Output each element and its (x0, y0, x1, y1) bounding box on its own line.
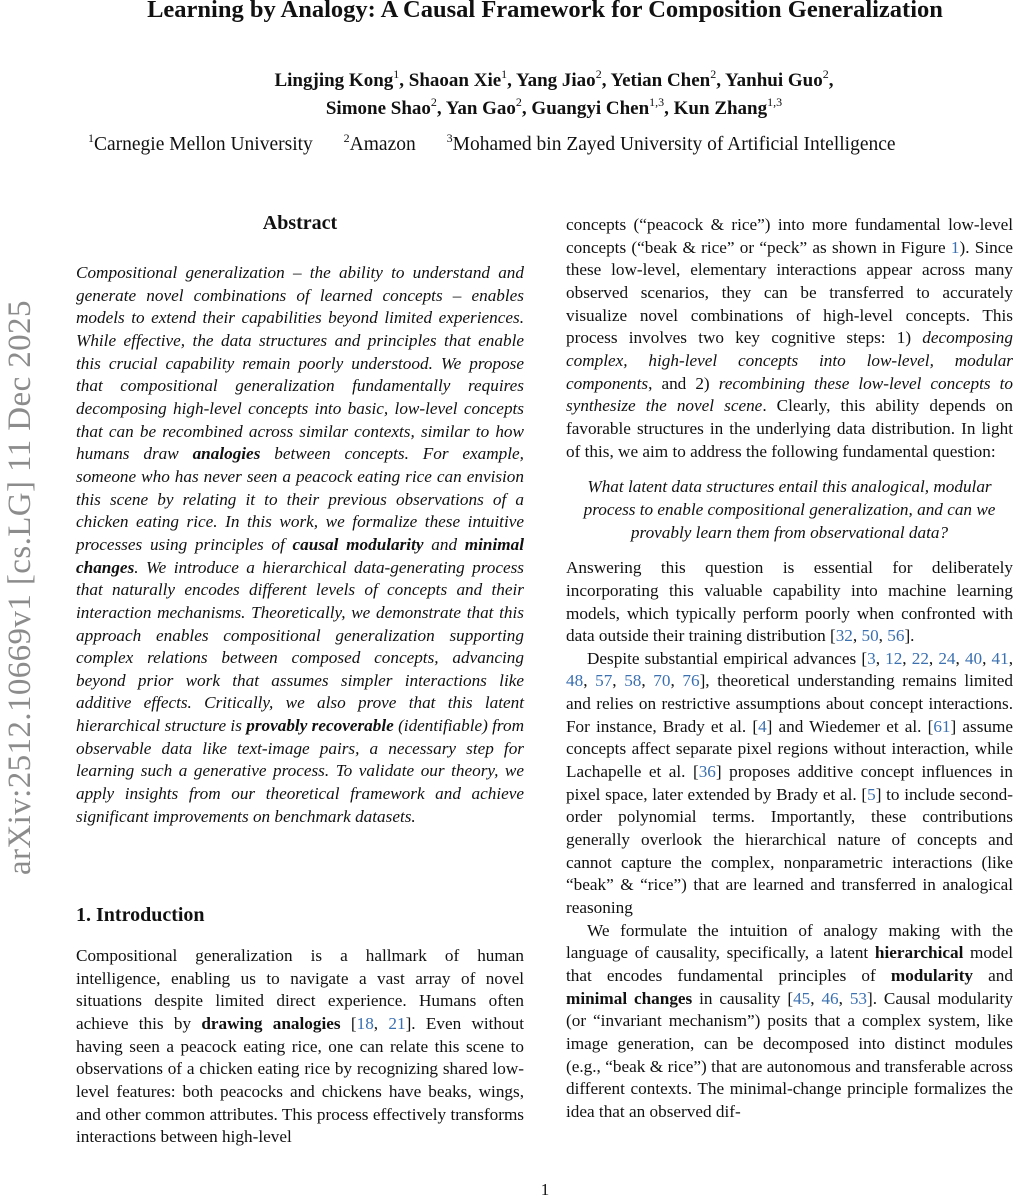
author-sep: , (601, 70, 611, 91)
body-text: . Clearly, this ability depends on favorable structures in the underlying data distribution. In light of this, we aim to address the following fundamental question: (566, 396, 1014, 461)
affil-sup: 1 (88, 131, 94, 145)
affiliation: Mohamed bin Zayed University of Artificial Intelligence (452, 134, 896, 155)
body-text: ]. Causal modularity (or “invariant mechanism”) posits that a complex system, like image generation, can be decomposed into distinct modules (e.g., “beak & rice”) that are autonomous and transferable across different contexts. The minimal-change principle formalizes the idea that an observed dif- (566, 988, 1013, 1121)
citation-link[interactable]: 3 (867, 648, 876, 668)
body-text: ]. (904, 626, 915, 646)
abstract-text: and (423, 534, 465, 554)
abstract-text: between concepts. For example, someone who has never seen a peacock eating rice can envision this scene by relating it to their previous observations of a chicken eating rice. In this work, we formalize these intuitive processes using principles of (76, 444, 524, 554)
citation-link[interactable]: 24 (938, 648, 956, 668)
author: Guangyi Chen (531, 98, 650, 119)
author: Shaoan Xie (408, 70, 502, 91)
citation-link[interactable]: 58 (624, 671, 642, 691)
body-text: Despite substantial empirical advances [ (587, 648, 868, 668)
author-line-2 (0, 95, 1014, 120)
citation-link[interactable]: 50 (861, 626, 879, 646)
abstract-emphasis: provably recoverable (246, 716, 394, 736)
citation-link[interactable]: 18 (356, 1013, 374, 1033)
body-text: , (373, 1013, 389, 1033)
bold-term: drawing analogies (201, 1013, 341, 1033)
arxiv-stamp: arXiv:2512.10669v1 [cs.LG] 11 Dec 2025 (2, 300, 38, 875)
author-sep: , (716, 70, 726, 91)
affiliations (88, 131, 896, 156)
author-line-1 (0, 67, 1014, 92)
author-sep: , (399, 70, 409, 91)
page-number: 1 (540, 1180, 550, 1199)
author-affil-sup: 2 (710, 67, 717, 81)
citation-link[interactable]: 48 (566, 671, 584, 691)
citation-link[interactable]: 21 (388, 1013, 406, 1033)
body-text: Answering this question is essential for deliberately incorporating this valuable capability into machine learning models, which typically perform poorly when confronted with data outside their training distribution [ (566, 558, 1013, 646)
citation-link[interactable]: 4 (758, 716, 767, 736)
author-affil-sup: 2 (515, 95, 522, 109)
author-sep: , (664, 98, 674, 119)
citation-link[interactable]: 40 (964, 648, 983, 668)
intro-body (76, 945, 524, 1149)
author-affil-sup: 1 (501, 67, 508, 81)
body-text: Compositional generalization is a hallmark of human intelligence, enabling us to navigate a vast array of novel situations despite limited direct experience. Humans often achieve this by (76, 946, 524, 1033)
body-text: concepts (“peacock & rice”) into more fundamental low-level concepts (“beak & rice” or “peck” as shown in Figure (566, 215, 1013, 257)
paper-title: Learning by Analogy: A Causal Framework for Composition Generalization (147, 0, 943, 23)
body-text: [ (340, 1013, 357, 1033)
citation-link[interactable]: 70 (653, 671, 671, 691)
affiliation: Carnegie Mellon University (94, 134, 313, 155)
author: Yetian Chen (610, 70, 711, 91)
body-text: We formulate the intuition of analogy making with the language of causality, specifically, a latent (566, 920, 1013, 963)
author: Yan Gao (445, 98, 516, 119)
body-text: model that encodes fundamental principles of (566, 943, 1013, 985)
citation-link[interactable]: 53 (849, 988, 868, 1008)
abstract-text: Compositional generalization – the ability to understand and generate novel combinations of learned concepts – enables models to extend their capabilities beyond limited experiences. While effective, the data structures and principles that enable this crucial capability remain poorly understood. We propose that compositional generalization fundamentally requires decomposing high-level concepts into basic, low-level concepts that can be recombined across similar contexts, similar to how humans draw (76, 263, 524, 464)
author-affil-sup: 1,3 (767, 95, 783, 109)
body-text: and (973, 966, 1013, 985)
author-affil-sup: 2 (595, 67, 602, 81)
citation-link[interactable]: 36 (698, 762, 716, 782)
citation-link[interactable]: 32 (835, 626, 853, 646)
body-text: , and 2) (648, 373, 719, 393)
abstract-emphasis: minimal changes (76, 534, 524, 577)
author-affil-sup: 1 (393, 67, 400, 81)
section-heading-introduction: 1. Introduction (76, 904, 205, 926)
body-text: ]. Even without having seen a peacock eating rice, one can relate this scene to observations of a chicken eating rice by recognizing shared low-level features: both peacocks and chickens have beaks, wings, and other common attributes. This process effectively transforms interactions between high-level (76, 1013, 524, 1147)
author: Simone Shao (325, 98, 431, 119)
body-text: in causality [ (692, 988, 794, 1008)
affiliation: Amazon (349, 134, 416, 155)
author-affil-sup: 2 (430, 95, 437, 109)
affil-sup: 2 (343, 131, 350, 145)
citation-link[interactable]: 61 (933, 716, 951, 736)
body-text: ], theoretical understanding remains limited and relies on restrictive assumptions about concept interactions. For instance, Brady et al. [ (566, 671, 1014, 736)
author-sep: , (507, 70, 516, 91)
author-affil-sup: 2 (822, 67, 829, 81)
italic-text: decomposing complex, high-level concepts into low-level, modular components (566, 328, 1013, 393)
bold-term: hierarchical (874, 943, 964, 963)
author-sep: , (828, 70, 834, 91)
abstract-body (76, 262, 524, 828)
author-affil-sup: 1,3 (649, 95, 665, 109)
author-sep: , (436, 98, 446, 119)
citation-link[interactable]: 41 (991, 648, 1009, 668)
author: Kun Zhang (673, 98, 768, 119)
author: Yang Jiao (515, 70, 596, 91)
author: Lingjing Kong (274, 70, 394, 91)
abstract-emphasis: causal modularity (292, 534, 424, 554)
research-question: What latent data structures entail this analogical, modular process to enable compositional generalization, and can we provably learn them from observational data? (583, 477, 996, 542)
citation-link[interactable]: 76 (682, 671, 700, 691)
italic-text: recombining these low-level concepts to synthesize the novel scene (566, 373, 1013, 416)
figure-link[interactable]: 1 (950, 237, 960, 257)
citation-link[interactable]: 45 (793, 988, 811, 1008)
bold-term: modularity (890, 966, 974, 985)
citation-link[interactable]: 22 (911, 648, 929, 668)
abstract-heading: Abstract (262, 212, 338, 234)
bold-term: minimal changes (566, 988, 693, 1008)
abstract-text: . We introduce a hierarchical data-generating process that naturally encodes different levels of concepts and their interaction mechanisms. Theoretically, we demonstrate that this approach enables compositional generalization supporting complex relations between composed concepts, advancing beyond prior work that assumes simpler interactions like additive effects. Critically, we also prove that this latent hierarchical structure is (76, 557, 524, 736)
body-text: ). Since these low-level, elementary interactions appear across many observed scenarios, they can be transferred to accurately visualize novel combinations of high-level concepts. This process involves two key cognitive steps: 1) (566, 237, 1013, 348)
citation-link[interactable]: 5 (867, 784, 876, 804)
citation-link[interactable]: 56 (887, 626, 905, 646)
body-text: ] proposes additive concept influences in pixel space, later extended by Brady et al. [ (566, 762, 1013, 804)
body-text: ] to include second-order polynomial terms. Importantly, these contributions generally overlook the hierarchical nature of concepts and cannot capture the complex, nonparametric interactions (like “beak” & “rice”) that are learned and transferred in analogical reasoning (566, 784, 1013, 918)
citation-link[interactable]: 46 (821, 988, 839, 1008)
body-text: ] and Wiedemer et al. [ (766, 716, 934, 736)
abstract-text: (identifiable) from observable data like text-image pairs, a necessary step for learning such a generative process. To validate our theory, we apply insights from our theoretical framework and achieve significant improvements on benchmark datasets. (76, 716, 524, 826)
citation-link[interactable]: 57 (595, 671, 613, 691)
citation-link[interactable]: 12 (885, 648, 903, 668)
right-column: concepts (“peacock & rice”) into more fundamental low-level concepts (“beak & rice” or “peck” as shown in Figure 1). Since these low-level, elementary interactions appear across many observed scenarios, they can be transferred to accurately visualize novel combinations of high-level concepts. This process involves two key cognitive steps: 1) decomposing complex, high-level concepts into low-level, modular components, and 2) recombining these low-level concepts to synthesize the novel scene. Clearly, this ability depends on favorable structures in the underlying data distribution. In light of this, we aim to address the following fundamental question: What latent data structures entail this analogical, modular process to enable compositional generalization, and can we provably learn them from observational data? Answering this question is essential for deliberately incorporating this valuable capability into machine learning models, which typically perform poorly when confronted with data outside their training distribution [32, 50, 56]. Despite substantial empirical advances [3, 12, 22, 24, 40, 41, 48, 57, 58, 70, 76], theoretical understanding remains limited and relies on restrictive assumptions about concept interactions. For instance, Brady et al. [4] and Wiedemer et al. [61] assume concepts affect separate pixel regions without interaction, while Lachapelle et al. [36] proposes additive concept influences in pixel space, later extended by Brady et al. [5] to include second-order polynomial terms. Importantly, these contributions generally overlook the hierarchical nature of concepts and cannot capture the complex, nonparametric interactions (like “beak” & “rice”) that are learned and transferred in analogical reasoning We formulate the intuition of analogy making with the language of causality, specifically, a latent hierarchical model that encodes fundamental principles of modularity and minimal changes in causality [45, 46, 53]. Causal modularity (or “invariant mechanism”) posits that a complex system, like image generation, can be decomposed into distinct modules (e.g., “beak & rice”) that are autonomous and transferable across different contexts. The minimal-change principle formalizes the idea that an observed dif- (566, 215, 1014, 1121)
body-text: ] assume concepts affect separate pixel regions without interaction, while Lachapelle et al. [ (566, 716, 1013, 782)
affil-sup: 3 (446, 131, 453, 145)
author-sep: , (521, 98, 532, 119)
author: Yanhui Guo (725, 70, 823, 91)
abstract-emphasis: analogies (192, 444, 261, 464)
